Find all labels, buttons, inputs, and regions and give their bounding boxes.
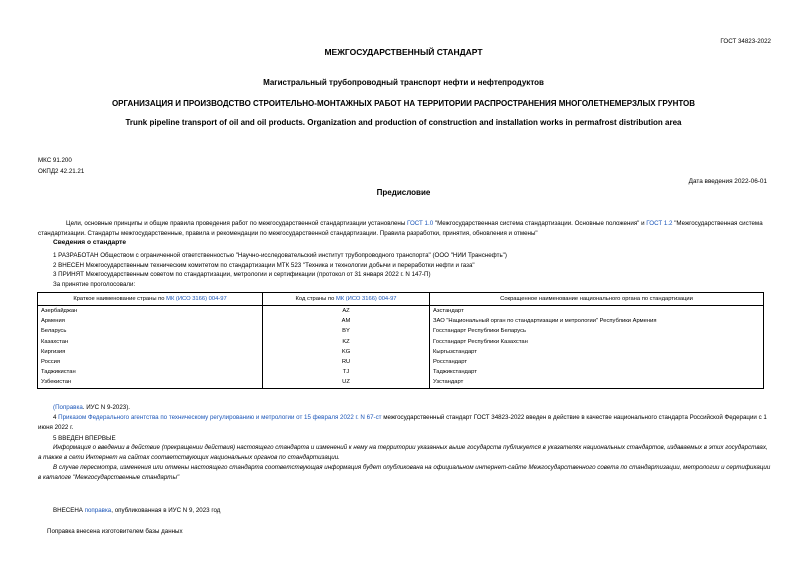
amendment-link[interactable]: Поправка bbox=[55, 404, 83, 411]
item-4-enacted: 4 Приказом Федерального агентства по техническому регулированию и метрологии от 15 февраля 2022 г. N 67-ст межгосударственный стандарт ГОСТ 34823-2022 введен в действие в качестве национального стандарта Российской Федерации с 1 июня 2022 г. bbox=[38, 414, 767, 431]
column-body: Сокращенное наименование национального органа по стандартизации bbox=[430, 293, 764, 306]
item-2-submitted: 2 ВНЕСЕН Межгосударственным техническим комитетом по стандартизации МТК 523 "Техника и технологии добычи и переработки нефти и газа" bbox=[53, 262, 475, 269]
table-row bbox=[38, 357, 764, 367]
document-title: Магистральный трубопроводный транспорт нефти и нефтепродуктов bbox=[263, 78, 544, 87]
info-paragraph-2: В случае пересмотра, изменения или отмены настоящего стандарта соответствующая информация будет опубликована на официальном интернет-сайте Межгосударственного совета по стандартизации, метрологии и сертификации в каталоге "Межгосударственные стандарты" bbox=[38, 464, 771, 481]
mk-iso-link[interactable]: МК (ИСО 3166) 004-97 bbox=[166, 296, 227, 302]
standard-heading: МЕЖГОСУДАРСТВЕННЫЙ СТАНДАРТ bbox=[324, 47, 483, 57]
table-row bbox=[38, 337, 764, 347]
item-3-adopted: 3 ПРИНЯТ Межгосударственным советом по стандартизации, метрологии и сертификации (протокол от 31 января 2022 г. N 147-П) bbox=[53, 271, 431, 278]
body-cell: Госстандарт Республики Казахстан bbox=[430, 337, 764, 347]
intro-text-3: "Межгосударственная система стандартизации. Стандарты межгосударственные, правила и рекомендации по межгосударственной стандартизации. Правила разработки, принятия, обновления и отмены" bbox=[38, 220, 763, 237]
table-row bbox=[38, 306, 764, 317]
mk-iso-link[interactable]: МК (ИСО 3166) 004-97 bbox=[335, 296, 397, 302]
okpd-code: ОКПД2 42.21.21 bbox=[38, 168, 85, 175]
item-1-developed: 1 РАЗРАБОТАН Обществом с ограниченной ответственностью "Научно-исследовательский институт трубопроводного транспорта" (ООО "НИИ Транснефть") bbox=[53, 252, 507, 259]
body-cell: Кыргызстандарт bbox=[430, 347, 764, 357]
country-cell: Таджикистан bbox=[38, 367, 263, 377]
code-cell: KG bbox=[263, 347, 430, 357]
column-country: Краткое наименование страны по МК (ИСО 3166) 004-97 bbox=[38, 293, 263, 306]
country-cell: Россия bbox=[38, 357, 263, 367]
code-cell: UZ bbox=[263, 377, 430, 388]
table-row bbox=[38, 316, 764, 326]
country-cell: Азербайджан bbox=[38, 306, 263, 317]
code-cell: BY bbox=[263, 326, 430, 336]
voted-label: За принятие проголосовали: bbox=[53, 281, 136, 288]
code-cell: AM bbox=[263, 316, 430, 326]
column-code: Код страны по МК (ИСО 3166) 004-97 bbox=[263, 293, 430, 306]
country-cell: Беларусь bbox=[38, 326, 263, 336]
country-cell: Армения bbox=[38, 316, 263, 326]
body-cell: Узстандарт bbox=[430, 377, 764, 388]
database-note: Поправка внесена изготовителем базы данных bbox=[47, 528, 183, 535]
svedeniya-heading: Сведения о стандарте bbox=[53, 239, 127, 246]
table-row bbox=[38, 377, 764, 388]
table-row bbox=[38, 326, 764, 336]
item-5-introduced: 5 ВВЕДЕН ВПЕРВЫЕ bbox=[53, 435, 116, 442]
code-cell: TJ bbox=[263, 367, 430, 377]
amendment-link[interactable]: поправка bbox=[84, 507, 112, 514]
gost-1-2-link[interactable]: ГОСТ 1.2 bbox=[646, 220, 673, 227]
document-subtitle: ОРГАНИЗАЦИЯ И ПРОИЗВОДСТВО СТРОИТЕЛЬНО-МОНТАЖНЫХ РАБОТ НА ТЕРРИТОРИИ РАСПРОСТРАНЕНИЯ МНОГОЛЕТНЕМЕРЗЛЫХ ГРУНТОВ bbox=[111, 99, 696, 108]
mks-code: МКС 91.200 bbox=[38, 157, 72, 164]
table-header-row bbox=[38, 293, 764, 306]
gost-1-0-link[interactable]: ГОСТ 1.0 bbox=[406, 220, 434, 227]
code-cell: KZ bbox=[263, 337, 430, 347]
table-row bbox=[38, 347, 764, 357]
amendment-introduced: ВНЕСЕНА поправка, опубликованная в ИУС N 9, 2023 год bbox=[53, 507, 221, 514]
code-cell: AZ bbox=[263, 306, 430, 317]
code-cell: RU bbox=[263, 357, 430, 367]
document-code: ГОСТ 34823-2022 bbox=[720, 38, 771, 45]
intro-text-1: Цели, основные принципы и общие правила проведения работ по межгосударственной стандартизации установлены bbox=[66, 220, 407, 227]
country-cell: Казахстан bbox=[38, 337, 263, 347]
amendment-note: (Поправка. ИУС N 9-2023). bbox=[53, 404, 131, 411]
body-cell: Азстандарт bbox=[430, 306, 764, 317]
foreword-heading: Предисловие bbox=[376, 188, 431, 197]
body-cell: Таджикстандарт bbox=[430, 367, 764, 377]
document-title-english: Trunk pipeline transport of oil and oil products. Organization and production of construction and installation works in permafrost distribution area bbox=[125, 118, 682, 127]
body-cell: Госстандарт Республики Беларусь bbox=[430, 326, 764, 336]
table-row bbox=[38, 367, 764, 377]
country-cell: Узбекистан bbox=[38, 377, 263, 388]
body-cell: ЗАО "Национальный орган по стандартизации и метрологии" Республики Армения bbox=[430, 316, 764, 326]
intro-text-2: "Межгосударственная система стандартизации. Основные положения" и bbox=[433, 220, 647, 227]
introduction-date: Дата введения 2022-06-01 bbox=[688, 178, 767, 185]
order-link[interactable]: Приказом Федерального агентства по техническому регулированию и метрологии от 15 февраля 2022 г. N 67-ст bbox=[58, 414, 382, 421]
country-cell: Киргизия bbox=[38, 347, 263, 357]
info-paragraph-1: Информация о введении в действие (прекращении действия) настоящего стандарта и изменений к нему на территории указанных выше государств публикуется в указателях национальных стандартов, издаваемых в этих государствах, а также в сети Интернет на сайтах соответствующих национальных органов по стандартизации. bbox=[38, 444, 768, 461]
intro-paragraph bbox=[38, 219, 772, 238]
body-cell: Росстандарт bbox=[430, 357, 764, 367]
countries-table bbox=[37, 292, 764, 389]
